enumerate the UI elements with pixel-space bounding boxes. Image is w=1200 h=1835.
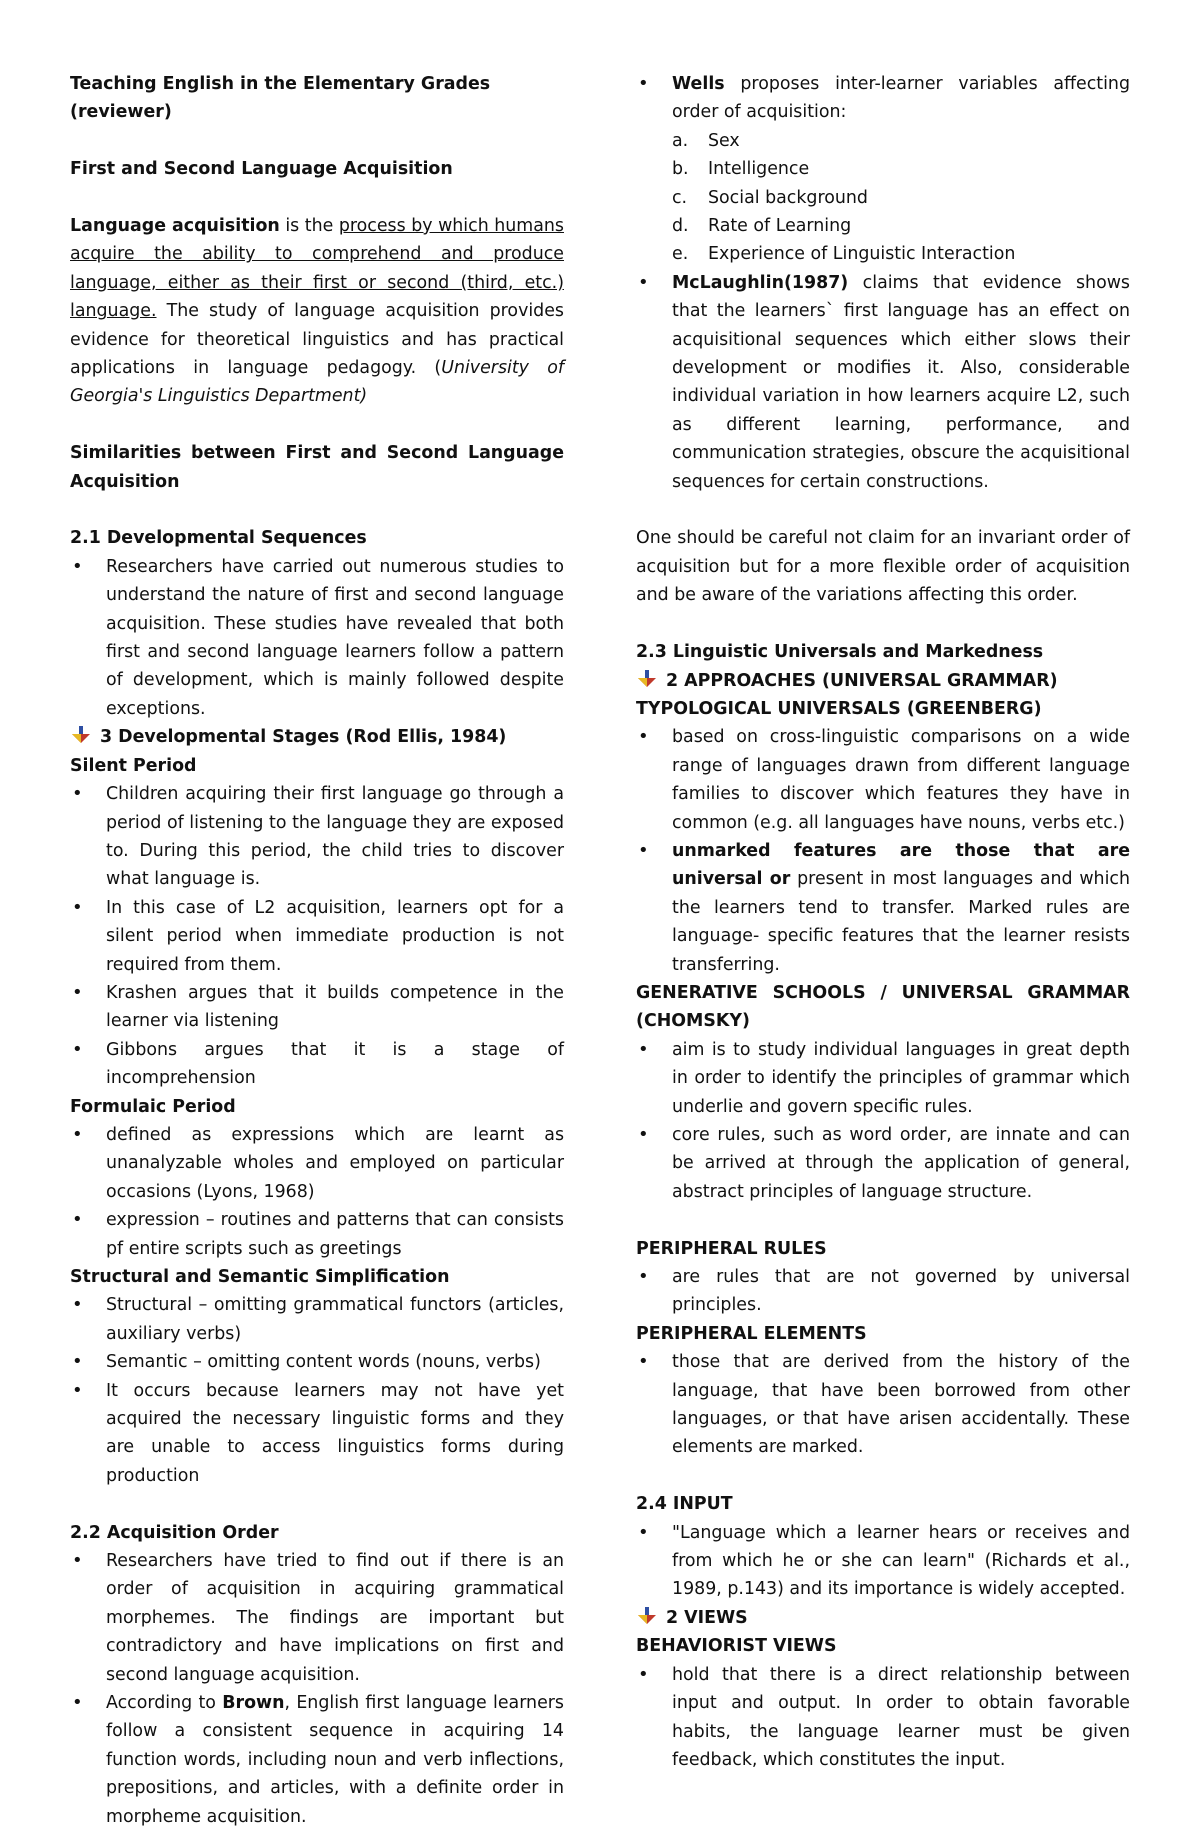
list-item: • Semantic – omitting content words (nouns, verbs) <box>70 1348 564 1376</box>
views-heading <box>636 1604 1130 1632</box>
similarities-heading: Similarities between First and Second Language Acquisition <box>70 443 564 492</box>
list-item: • Krashen argues that it builds competence in the learner via listening <box>70 979 564 1036</box>
list-item: b. Intelligence <box>672 159 810 180</box>
list-item: • Researchers have carried out numerous studies to understand the nature of first and second language acquisition. These studies have revealed that both first and second language learners follow a pattern of development, which is mainly followed despite exceptions. <box>70 553 564 723</box>
simplification-list <box>70 1291 564 1490</box>
brown-name: Brown <box>222 1693 285 1714</box>
unmarked-features: unmarked features are those that are universal or <box>672 840 1130 890</box>
list-item: • defined as expressions which are learnt as unanalyzable wholes and employed on particular occasions (Lyons, 1968) <box>70 1121 564 1206</box>
list-item: e. Experience of Linguistic Interaction <box>672 244 1016 265</box>
intro-term: Language acquisition <box>70 216 280 236</box>
list-item: • hold that there is a direct relationship between input and output. In order to obtain favorable habits, the language learner must be given feedback, which constitutes the input. <box>636 1661 1130 1775</box>
peripheral-rules-heading: PERIPHERAL RULES <box>636 1238 827 1259</box>
stages-heading <box>70 723 564 751</box>
s23-heading: 2.3 Linguistic Universals and Markedness <box>636 642 1044 663</box>
intro-text-1: is the <box>279 216 339 236</box>
intro-text-2: The study of language acquisition provides evidence for theoretical linguistics and has practical applications in language pedagogy. ( <box>70 301 564 379</box>
intro-definition: process by which humans acquire the ability to comprehend and produce language, either as their first or second (third, etc.) language. <box>70 216 564 322</box>
list-item <box>636 70 1130 269</box>
list-item: • Researchers have tried to find out if there is an order of acquisition in acquiring grammatical morphemes. The findings are important but contradictory and have implications on first and second language acquisition. <box>70 1547 564 1689</box>
brown-pre: According to <box>106 1693 223 1714</box>
section-title: First and Second Language Acquisition <box>70 159 453 180</box>
list-item: • those that are derived from the history of the language, that have been borrowed from other languages, or that have arisen accidentally. These elements are marked. <box>636 1348 1130 1462</box>
list-item: c. Social background <box>672 187 868 208</box>
simplification-heading: Structural and Semantic Simplification <box>70 1267 450 1287</box>
peripheral-rules-list <box>636 1263 1130 1320</box>
behaviorist-list <box>636 1661 1130 1775</box>
list-item: • based on cross-linguistic comparisons on a wide range of languages drawn from different language families to discover which features they have in common (e.g. all languages have nouns, verbs etc.) <box>636 723 1130 837</box>
silent-period-list <box>70 780 564 1092</box>
s21-list <box>70 553 564 723</box>
intro-source: University of Georgia's Linguistics Department) <box>70 358 564 407</box>
list-item: • It occurs because learners may not have yet acquired the necessary linguistic forms and they are unable to access linguistics forms during production <box>70 1377 564 1491</box>
arrow-down-icon <box>636 669 658 689</box>
approaches-heading <box>636 667 1130 695</box>
behaviorist-heading: BEHAVIORIST VIEWS <box>636 1636 837 1657</box>
wells-text: proposes inter-learner variables affecting order of acquisition: <box>672 74 1130 123</box>
list-item: • aim is to study individual languages in great depth in order to identify the principles of grammar which underlie and govern specific rules. <box>636 1036 1130 1121</box>
wells-name: Wells <box>672 74 725 94</box>
generative-list <box>636 1036 1130 1206</box>
list-item: • are rules that are not governed by universal principles. <box>636 1263 1130 1320</box>
arrow-down-icon <box>70 725 92 745</box>
list-item: • Gibbons argues that it is a stage of incomprehension <box>70 1036 564 1093</box>
peripheral-elements-heading: PERIPHERAL ELEMENTS <box>636 1323 867 1344</box>
list-item <box>636 837 1130 979</box>
s22-list <box>70 1547 564 1831</box>
typological-heading: TYPOLOGICAL UNIVERSALS (GREENBERG) <box>636 698 1042 719</box>
stages-heading-text: 3 Developmental Stages (Rod Ellis, 1984) <box>100 727 507 748</box>
list-item: • Structural – omitting grammatical functors (articles, auxiliary verbs) <box>70 1291 564 1348</box>
list-item <box>636 269 1130 496</box>
s24-heading: 2.4 INPUT <box>636 1494 733 1515</box>
silent-period-heading: Silent Period <box>70 755 197 776</box>
mclaughlin-text: claims that evidence shows that the learners` first language has an effect on acquisitional sequences which either slows their development or modifies it. Also, considerable individual variation in how learners acquire L2, such as different learning, performance, and communication strategies, obscure the acquisitional sequences for certain constructions. <box>672 272 1130 492</box>
list-item: • "Language which a learner hears or receives and from which he or she can learn" (Richards et al., 1989, p.143) and its importance is widely accepted. <box>636 1519 1130 1604</box>
formulaic-period-list <box>70 1121 564 1263</box>
s21-heading: 2.1 Developmental Sequences <box>70 528 367 549</box>
formulaic-period-heading: Formulaic Period <box>70 1096 236 1117</box>
list-item: d. Rate of Learning <box>672 216 852 237</box>
views-heading-text: 2 VIEWS <box>666 1607 748 1628</box>
mclaughlin-name: McLaughlin(1987) <box>672 272 849 293</box>
list-item: • In this case of L2 acquisition, learners opt for a silent period when immediate production is not required from them. <box>70 894 564 979</box>
acquisition-closing: One should be careful not claim for an invariant order of acquisition but for a more flexible order of acquisition and be aware of the variations affecting this order. <box>636 528 1130 606</box>
list-item <box>70 1689 564 1831</box>
list-item: • Children acquiring their first language go through a period of listening to the language they are exposed to. During this period, the child tries to discover what language is. <box>70 780 564 894</box>
list-item: a. Sex <box>672 130 740 151</box>
arrow-down-icon <box>636 1606 658 1626</box>
peripheral-elements-list <box>636 1348 1130 1462</box>
right-column <box>636 70 1130 1774</box>
wells-list <box>636 70 1130 496</box>
intro-paragraph <box>70 212 564 411</box>
brown-text: , English first language learners follow a consistent sequence in acquiring 14 function words, including noun and verb inflections, prepositions, and articles, with a definite order in morpheme acquisition. <box>106 1693 564 1827</box>
list-item: • expression – routines and patterns that can consists pf entire scripts such as greetings <box>70 1206 564 1263</box>
generative-heading: GENERATIVE SCHOOLS / UNIVERSAL GRAMMAR (CHOMSKY) <box>636 982 1130 1032</box>
approaches-heading-text: 2 APPROACHES (UNIVERSAL GRAMMAR) <box>666 670 1058 691</box>
input-list <box>636 1519 1130 1604</box>
left-column <box>70 70 564 1831</box>
unmarked-features-rest: present in most languages and which the learners tend to transfer. Marked rules are language- specific features that the learner resists transferring. <box>672 869 1130 975</box>
wells-variables <box>672 127 1130 269</box>
s22-heading: 2.2 Acquisition Order <box>70 1522 279 1543</box>
document-title: Teaching English in the Elementary Grades (reviewer) <box>70 74 491 123</box>
typological-list <box>636 723 1130 979</box>
list-item: • core rules, such as word order, are innate and can be arrived at through the application of general, abstract principles of language structure. <box>636 1121 1130 1206</box>
